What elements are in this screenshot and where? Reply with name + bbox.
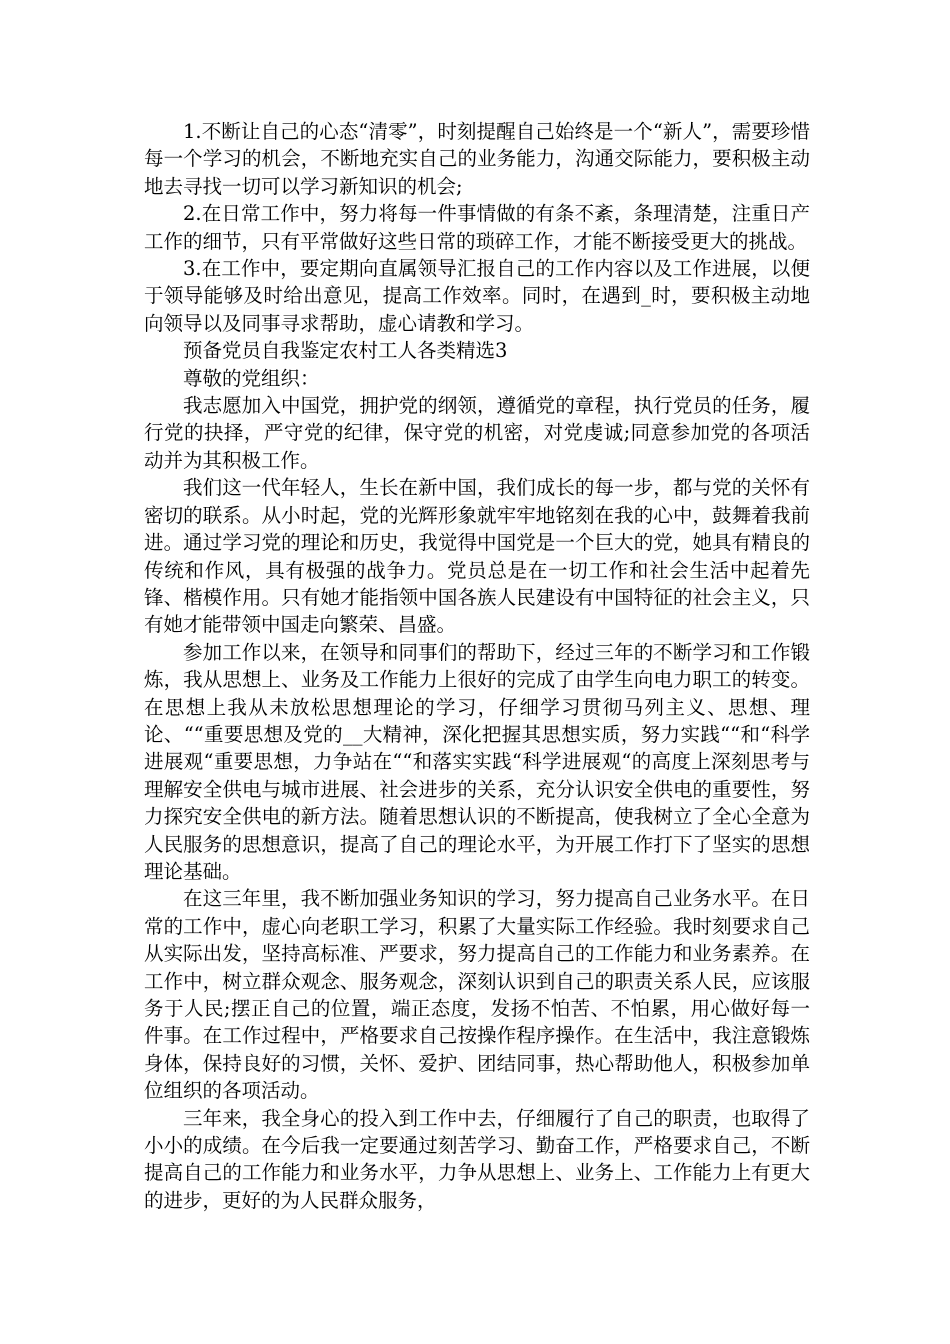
body-paragraph: 三年来，我全身心的投入到工作中去，仔细履行了自己的职责，也取得了小小的成绩。在今后我一定要通过刻苦学习、勤奋工作，严格要求自己，不断提高自己的工作能力和业务水平，力争从思想上、业务上、工作能力上有更大的进步，更好的为人民群众服务， [144,1106,810,1212]
body-paragraph: 我们这一代年轻人，生长在新中国，我们成长的每一步，都与党的关怀有密切的联系。从小时起，党的光辉形象就牢牢地铭刻在我的心中，鼓舞着我前进。通过学习党的理论和历史，我觉得中国党是一个巨大的党，她具有精良的传统和作风，具有极强的战争力。党员总是在一切工作和社会生活中起着先锋、楷模作用。只有她才能指领中国各族人民建设有中国特征的社会主义，只有她才能带领中国走向繁荣、昌盛。 [144,476,810,637]
paragraph-item-1: 1.不断让自己的心态“清零”，时刻提醒自己始终是一个“新人”，需要珍惜每一个学习的机会，不断地充实自己的业务能力，沟通交际能力，要积极主动地去寻找一切可以学习新知识的机会; [144,120,810,198]
body-paragraph: 参加工作以来，在领导和同事们的帮助下，经过三年的不断学习和工作锻炼，我从思想上、业务及工作能力上很好的完成了由学生向电力职工的转变。在思想上我从未放松思想理论的学习，仔细学习贯彻马列主义、思想、理论、““重要思想及党的__大精神，深化把握其思想实质，努力实践““和“科学进展观“重要思想，力争站在““和落实实践“科学进展观“的高度上深刻思考与理解安全供电与城市进展、社会进步的关系，充分认识安全供电的重要性，努力探究安全供电的新方法。随着思想认识的不断提高，使我树立了全心全意为人民服务的思想意识，提高了自己的理论水平，为开展工作打下了坚实的思想理论基础。 [144,640,810,883]
body-paragraph: 我志愿加入中国党，拥护党的纲领，遵循党的章程，执行党员的任务，履行党的抉择，严守党的纪律，保守党的机密，对党虔诚;同意参加党的各项活动并为其积极工作。 [144,394,810,472]
document-page [144,118,810,1214]
paragraph-item-3: 3.在工作中，要定期向直属领导汇报自己的工作内容以及工作进展，以便于领导能够及时给出意见，提高工作效率。同时，在遇到_时，要积极主动地向领导以及同事寻求帮助，虚心请教和学习。 [144,257,810,335]
section-heading: 预备党员自我鉴定农村工人各类精选3 [183,339,508,363]
paragraph-item-2: 2.在日常工作中，努力将每一件事情做的有条不紊，条理清楚，注重日产工作的细节，只有平常做好这些日常的琐碎工作，才能不断接受更大的挑战。 [144,202,810,253]
salutation: 尊敬的党组织： [183,366,320,390]
body-paragraph: 在这三年里，我不断加强业务知识的学习，努力提高自己业务水平。在日常的工作中，虚心向老职工学习，积累了大量实际工作经验。我时刻要求自己从实际出发，坚持高标准、严要求，努力提高自己的工作能力和业务素养。在工作中，树立群众观念、服务观念，深刻认识到自己的职责关系人民，应该服务于人民;摆正自己的位置，端正态度，发扬不怕苦、不怕累，用心做好每一件事。在工作过程中，严格要求自己按操作程序操作。在生活中，我注意锻炼身体，保持良好的习惯，关怀、爱护、团结同事，热心帮助他人，积极参加单位组织的各项活动。 [144,887,810,1103]
